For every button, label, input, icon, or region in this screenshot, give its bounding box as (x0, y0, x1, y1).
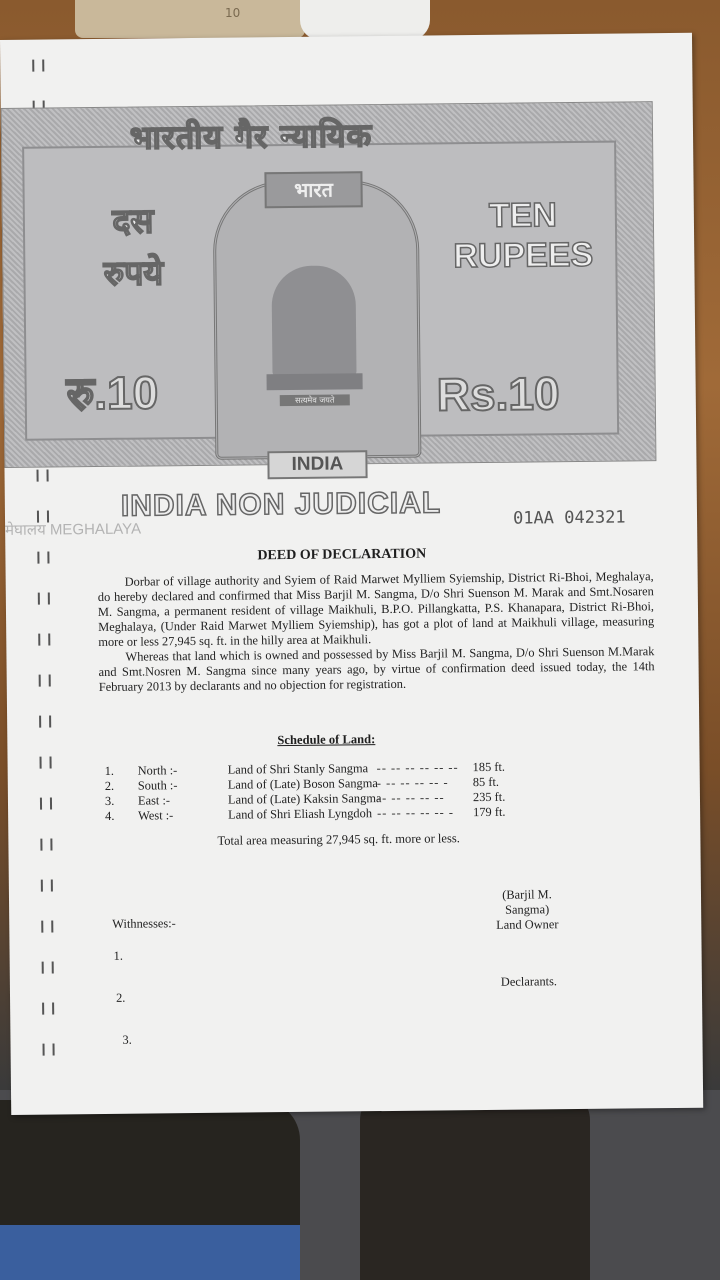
schedule-land: Land of Shri Stanly Sangma (227, 761, 369, 777)
punch-hole (40, 838, 52, 850)
stamp-hindi-header: भारतीय गैर न्यायिक (129, 116, 373, 157)
witness-number: 2. (115, 990, 126, 1005)
schedule-length: 85 ft. (472, 774, 500, 790)
stamp-hindi-das: दस (112, 201, 154, 242)
stamp-hindi-amount: रु.10 (66, 366, 159, 420)
declarants-label: Declarants. (500, 974, 558, 989)
schedule-direction: South :- (137, 778, 178, 793)
schedule-length: 235 ft. (472, 789, 506, 805)
stamp-country-label: INDIA (267, 450, 367, 479)
stamp-ten: TEN (488, 196, 558, 235)
stamp-serial-number: 01AA 042321 (512, 507, 626, 529)
blue-cloth (0, 1225, 300, 1280)
schedule-table (105, 760, 526, 824)
schedule-dash: -- -- -- -- -- (376, 790, 445, 806)
schedule-length: 185 ft. (472, 759, 506, 775)
punch-hole (40, 797, 52, 809)
punch-hole (40, 756, 52, 768)
stamp-rupees: RUPEES (453, 235, 594, 276)
deed-body (98, 569, 655, 695)
currency-note (75, 0, 305, 38)
owner-role: Land Owner (496, 917, 559, 932)
emblem-base (267, 373, 363, 390)
schedule-title: Schedule of Land: (277, 732, 376, 748)
punch-hole (37, 470, 49, 482)
witnesses-label: Withnesses:- (112, 916, 176, 931)
schedule-dash: -- -- -- -- -- -- (376, 760, 459, 776)
witness-number: 3. (122, 1032, 132, 1047)
schedule-direction: West :- (138, 808, 174, 823)
deed-document (0, 33, 703, 1115)
schedule-num: 4. (105, 808, 115, 823)
schedule-direction: East :- (137, 793, 171, 808)
deed-paragraph-1: Dorbar of village authority and Syiem of Raid Marwet Mylliem Syiemship, District Ri-Bhoi, Meghalaya, do hereby declared and confirmed that Miss Barjil M. Sangma, D/o Shri Suenson M. Marak and Smt.Nosaren M. Sangma, a permanent resident of village Maikhuli, B.P.O. Pillangkatta, P.S. Khanapara, District Ri-Bhoi, Meghalaya, (Under Raid Marwet Mylliem Syiemship), has got a plot of land at Maikhuli village, measuring more or less 27,945 sq. ft. in the hilly area at Maikhuli. (97, 569, 655, 650)
witness-number: 1. (113, 948, 123, 963)
owner-name: (Barjil M. Sangma) (502, 887, 552, 917)
schedule-row (105, 805, 525, 824)
satyamev-jayate-motto: सत्यमेव जयते (280, 394, 350, 406)
schedule-dash: -- -- -- -- -- - (377, 805, 455, 821)
punch-hole (39, 716, 51, 728)
punch-hole (38, 593, 50, 605)
stamp-hindi-rupaye: रुपये (103, 253, 164, 294)
schedule-num: 2. (104, 778, 115, 793)
punch-hole (43, 1043, 55, 1055)
punch-hole (39, 675, 51, 687)
punch-hole (41, 920, 53, 932)
punch-hole (38, 634, 50, 646)
currency-note-value: 10 (225, 6, 241, 20)
stamp-footer: INDIA NON JUDICIAL (120, 486, 442, 523)
schedule-num: 3. (104, 793, 115, 808)
schedule-dash: - -- -- -- -- - (376, 775, 449, 791)
schedule-num: 1. (104, 763, 115, 778)
person-leg-right (360, 1090, 590, 1280)
owner-signature-block (479, 887, 575, 933)
schedule-length: 179 ft. (473, 804, 506, 820)
punch-hole (41, 879, 53, 891)
punch-hole (42, 1002, 54, 1014)
emblem-bharat-label: भारत (264, 171, 362, 208)
schedule-direction: North :- (137, 763, 178, 778)
tissue-paper (300, 0, 430, 40)
stamp-english-denomination (443, 195, 604, 277)
schedule-land: Land of (Late) Boson Sangma (227, 776, 378, 792)
stamp-state: मेघालय MEGHALAYA (5, 520, 142, 539)
punch-hole (37, 552, 49, 564)
total-area: Total area measuring 27,945 sq. ft. more or less. (217, 831, 461, 848)
punch-hole (42, 961, 54, 973)
schedule-land: Land of (Late) Kaksin Sangma (227, 791, 382, 807)
stamp-hindi-denomination (63, 195, 204, 300)
schedule-land: Land of Shri Eliash Lyngdoh (228, 806, 373, 822)
deed-paragraph-2: Whereas that land which is owned and possessed by Miss Barjil M. Sangma, D/o Shri Suenson M.Marak and Smt.Nosren M. Sangma since many years ago, by virtue of confirmation deed issued today, the 14th February 2013 by declarants and no objection for registration. (98, 644, 655, 695)
punch-hole (32, 60, 44, 72)
deed-title: DEED OF DECLARATION (257, 546, 427, 564)
stamp-english-amount: Rs.10 (436, 367, 560, 421)
lion-capital-emblem (271, 265, 356, 376)
